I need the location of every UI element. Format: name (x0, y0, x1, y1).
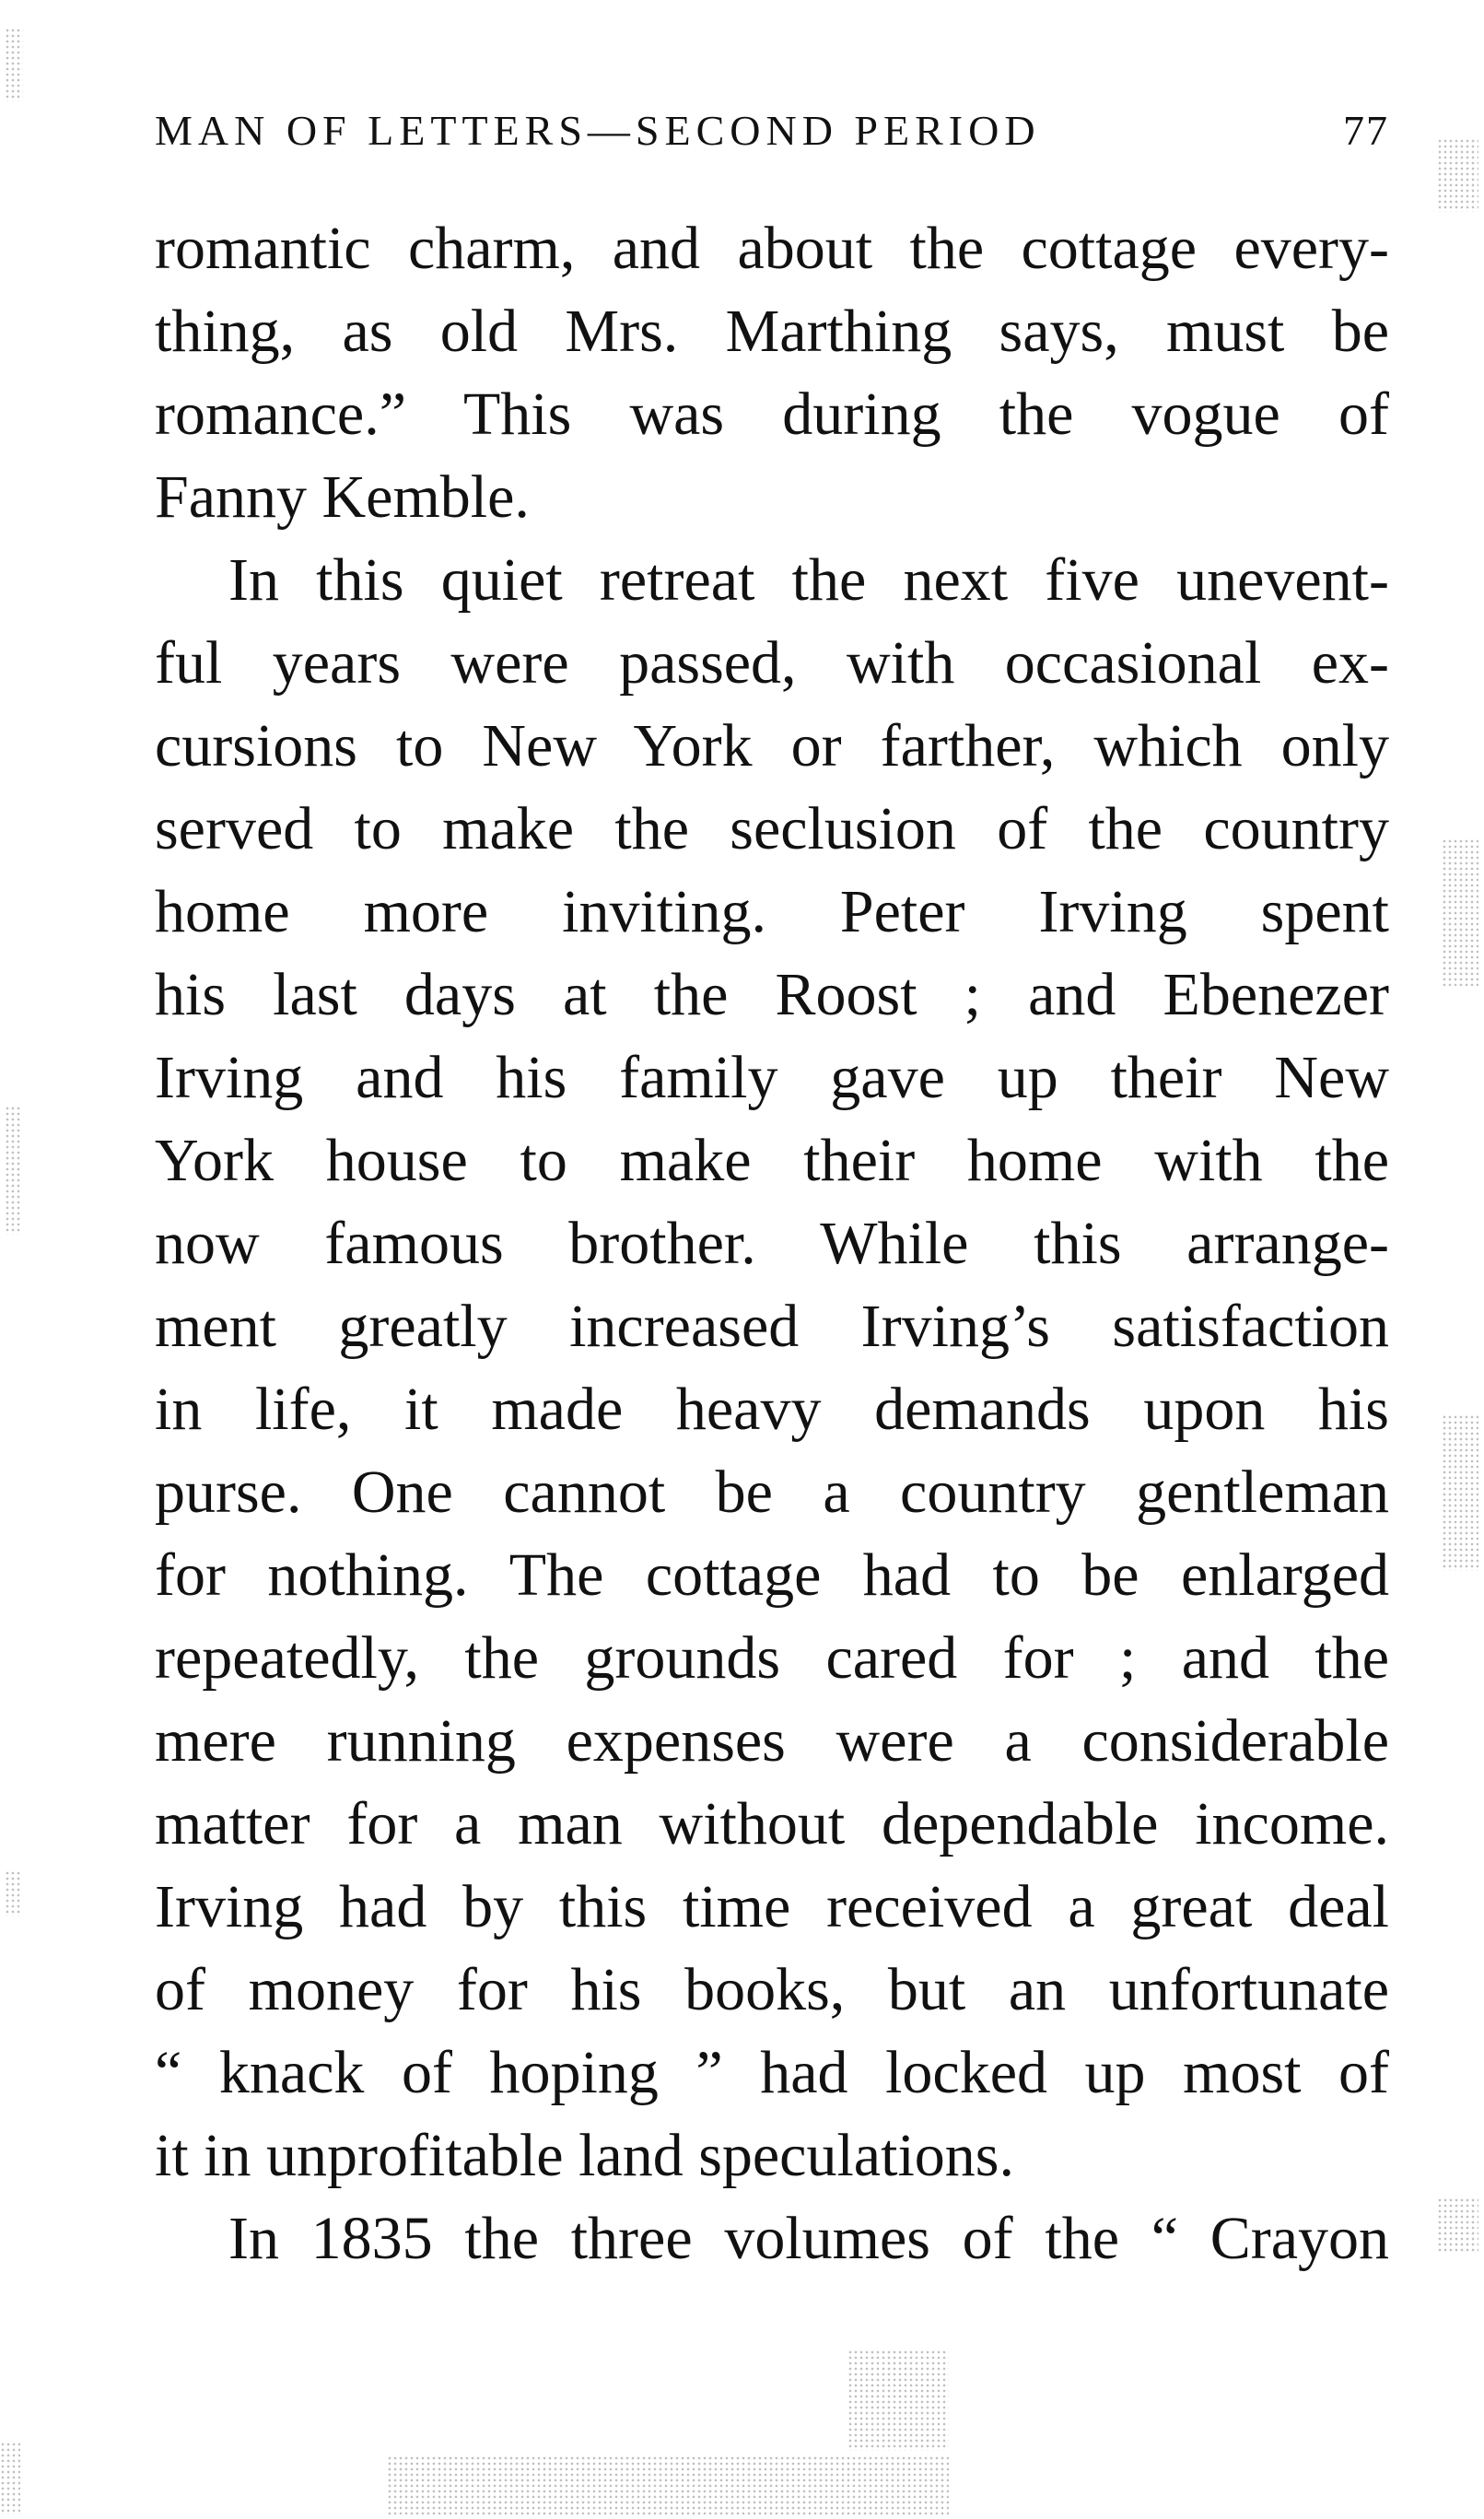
text-line: In this quiet retreat the next five unevent- (228, 546, 1389, 614)
text-line: his last days at the Roost ; and Ebenezer (155, 961, 1389, 1028)
text-line: purse. One cannot be a country gentleman (155, 1459, 1389, 1526)
scan-speckle-right-middle (1442, 838, 1478, 986)
scan-speckle-right-bottom (1437, 2197, 1478, 2253)
text-line: served to make the seclusion of the country (155, 795, 1389, 862)
text-line: thing, as old Mrs. Marthing says, must be (155, 298, 1389, 365)
page-number: 77 (1343, 107, 1389, 154)
paragraph (155, 539, 1389, 2197)
text-line: Irving had by this time received a great deal (155, 1873, 1389, 1940)
text-line: romance.” This was during the vogue of (155, 381, 1389, 448)
scan-speckle-bottom-strip (387, 2455, 949, 2515)
text-line: cursions to New York or farther, which only (155, 712, 1389, 779)
running-header (155, 103, 1389, 158)
text-line: of money for his books, but an unfortunate (155, 1956, 1389, 2023)
scan-speckle-right-top (1437, 138, 1478, 212)
text-line: ment greatly increased Irving’s satisfaction (155, 1293, 1389, 1360)
text-line: mere running expenses were a considerable (155, 1707, 1389, 1775)
text-line: York house to make their home with the (155, 1127, 1389, 1194)
text-line: matter for a man without dependable income. (155, 1790, 1389, 1857)
text-line: repeatedly, the grounds cared for ; and the (155, 1624, 1389, 1692)
scan-speckle-right-lower (1442, 1414, 1478, 1571)
text-line: now famous brother. While this arrange- (155, 1210, 1389, 1277)
paragraph (155, 207, 1389, 539)
text-line: it in unprofitable land speculations. (155, 2122, 1014, 2189)
scan-speckle-left-top (5, 28, 23, 101)
text-line: “ knack of hoping ” had locked up most of (155, 2039, 1389, 2106)
text-line: in life, it made heavy demands upon his (155, 1376, 1389, 1443)
scan-speckle-left-lower (5, 1870, 21, 1916)
text-line: home more inviting. Peter Irving spent (155, 878, 1389, 945)
text-line: ful years were passed, with occasional ex- (155, 629, 1389, 697)
text-line: Irving and his family gave up their New (155, 1044, 1389, 1111)
running-title: MAN OF LETTERS—SECOND PERIOD (155, 107, 1041, 154)
text-line: In 1835 the three volumes of the “ Crayon (228, 2205, 1389, 2272)
scan-speckle-bottom-mid (847, 2349, 949, 2451)
text-line: for nothing. The cottage had to be enlarged (155, 1541, 1389, 1609)
scan-speckle-left-bottom (0, 2442, 20, 2515)
text-line: romantic charm, and about the cottage every- (155, 215, 1389, 282)
scan-speckle-left-middle (5, 1106, 21, 1235)
paragraph (155, 2197, 1389, 2280)
body-text (155, 207, 1389, 2280)
text-line: Fanny Kemble. (155, 463, 530, 531)
